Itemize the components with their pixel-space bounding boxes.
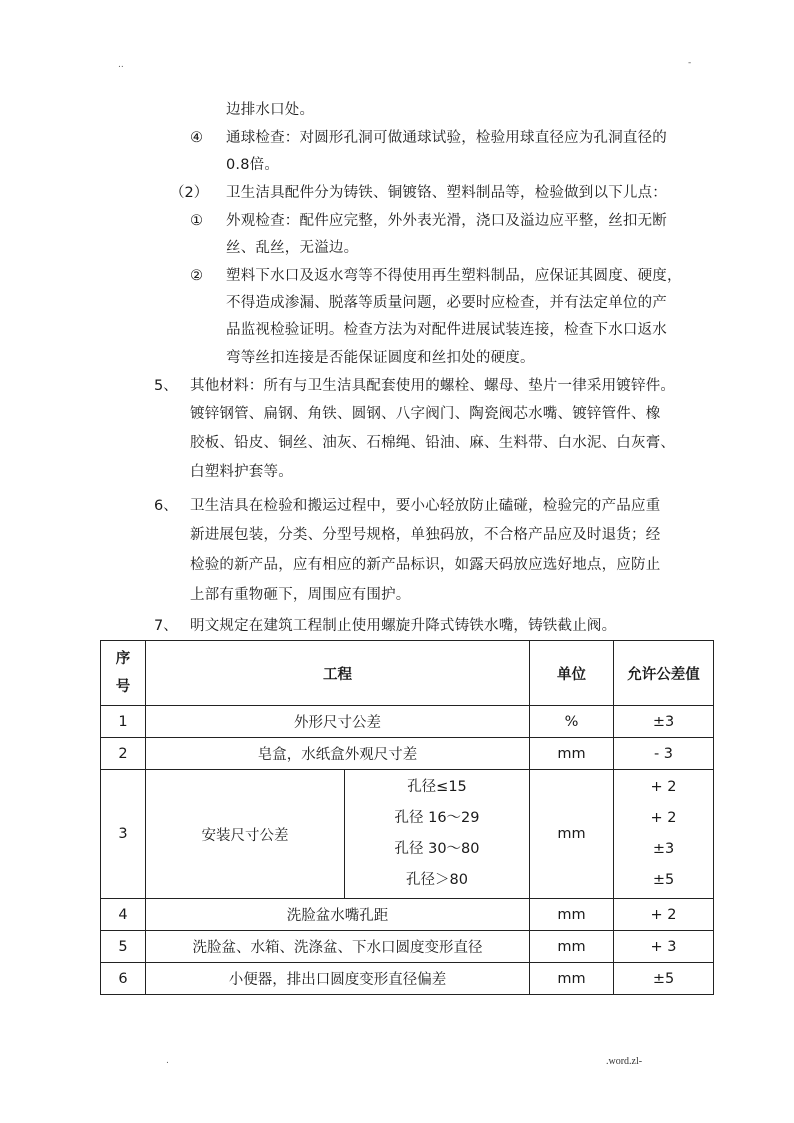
sub-item: 孔径＞80 — [406, 872, 468, 888]
header-left-mark: .. — [118, 60, 124, 70]
row-tolerances — [614, 770, 714, 899]
text-line: 胶板、铅皮、铜丝、油灰、石棉绳、铅油、麻、生料带、白水泥、白灰膏、 — [190, 435, 676, 451]
text-line: 白塑料护套等。 — [190, 464, 293, 480]
row-item: 安装尺寸公差 — [146, 770, 345, 899]
row-tolerance: + 3 — [614, 931, 714, 963]
row-no: 6 — [101, 963, 146, 995]
marker-num-5: 5、 — [154, 378, 178, 394]
text-line: 边排水口处。 — [226, 102, 315, 118]
text-line: 卫生洁具配件分为铸铁、铜镀铬、塑料制品等，检验做到以下儿点： — [226, 185, 667, 201]
text-line: 丝、乱丝，无溢边。 — [226, 240, 359, 256]
row-item: 皂盒，水纸盒外观尺寸差 — [146, 738, 530, 770]
sub-tolerance: ±5 — [652, 872, 675, 888]
header-right-mark: - — [688, 58, 692, 68]
marker-num-6: 6、 — [154, 498, 178, 514]
row-unit: mm — [530, 738, 614, 770]
sub-tolerance: + 2 — [650, 810, 677, 826]
text-line: 卫生洁具在检验和搬运过程中，要小心轻放防止磕碰，检验完的产品应重 — [190, 498, 661, 514]
row-item: 外形尺寸公差 — [146, 706, 530, 738]
row-unit: mm — [530, 899, 614, 931]
row-item: 洗脸盆水嘴孔距 — [146, 899, 530, 931]
marker-circled-2: ② — [190, 268, 203, 284]
row-item: 小便器，排出口圆度变形直径偏差 — [146, 963, 530, 995]
header-seq-a: 序 — [115, 651, 131, 667]
row-tolerance: - 3 — [614, 738, 714, 770]
header-seq — [101, 641, 146, 706]
row-no: 4 — [101, 899, 146, 931]
table-row — [101, 899, 714, 931]
header-item: 工程 — [146, 641, 530, 706]
table-header-row — [101, 641, 714, 706]
text-line: 检验的新产品，应有相应的新产品标识，如露天码放应选好地点，应防止 — [190, 557, 661, 573]
text-line: 通球检查：对圆形孔洞可做通球试验，检验用球直径应为孔洞直径的 — [226, 130, 667, 146]
text-line: 品监视检验证明。检查方法为对配件进展试装连接，检查下水口返水 — [226, 322, 667, 338]
table-row — [101, 931, 714, 963]
sub-item: 孔径≤15 — [407, 779, 467, 795]
row-sub-items — [345, 770, 530, 899]
text-line: 明文规定在建筑工程制止使用螺旋升降式铸铁水嘴，铸铁截止阀。 — [190, 618, 617, 634]
table-row — [101, 738, 714, 770]
sub-item: 孔径 16～29 — [394, 810, 480, 826]
text-line: 塑料下水口及返水弯等不得使用再生塑料制品，应保证其圆度、硬度， — [226, 268, 682, 284]
row-no: 5 — [101, 931, 146, 963]
marker-num-7: 7、 — [154, 618, 178, 634]
text-line: 新进展包装，分类、分型号规格，单独码放，不合格产品应及时退货；经 — [190, 527, 661, 543]
row-unit: mm — [530, 931, 614, 963]
row-no: 2 — [101, 738, 146, 770]
text-line: 上部有重物砸下，周围应有围护。 — [190, 587, 411, 603]
footer-right-text: .word.zl- — [606, 1056, 643, 1067]
marker-circled-1: ① — [190, 213, 203, 229]
row-tolerance: + 2 — [614, 899, 714, 931]
tolerance-table — [100, 640, 714, 995]
header-seq-b: 号 — [115, 679, 131, 695]
sub-item: 孔径 30～80 — [394, 841, 480, 857]
table-row — [101, 963, 714, 995]
row-unit: mm — [530, 770, 614, 899]
row-no: 3 — [101, 770, 146, 899]
text-line: 外观检查：配件应完整，外外表光滑，浇口及溢边应平整，丝扣无断 — [226, 213, 667, 229]
table-row — [101, 706, 714, 738]
text-line: 不得造成渗漏、脱落等质量问题，必要时应检查，并有法定单位的产 — [226, 295, 667, 311]
text-line: 镀锌钢管、扁钢、角铁、圆钢、八字阀门、陶瓷阀芯水嘴、镀锌管件、橡 — [190, 406, 661, 422]
text-line: 弯等丝扣连接是否能保证圆度和丝扣处的硬度。 — [226, 350, 535, 366]
text-line: 0.8倍。 — [226, 157, 280, 173]
table-row — [101, 770, 714, 899]
text-line: 其他材料：所有与卫生洁具配套使用的螺栓、螺母、垫片一律采用镀锌件。 — [190, 378, 676, 394]
footer-left-mark: . — [166, 1056, 169, 1066]
row-tolerance: ±5 — [614, 963, 714, 995]
row-item: 洗脸盆、水箱、洗涤盆、下水口圆度变形直径 — [146, 931, 530, 963]
row-unit: % — [530, 706, 614, 738]
sub-tolerance: ±3 — [652, 841, 675, 857]
row-no: 1 — [101, 706, 146, 738]
row-tolerance: ±3 — [614, 706, 714, 738]
row-unit: mm — [530, 963, 614, 995]
header-unit: 单位 — [530, 641, 614, 706]
sub-tolerance: + 2 — [650, 779, 677, 795]
header-tolerance: 允许公差值 — [614, 641, 714, 706]
marker-circled-4: ④ — [190, 130, 203, 146]
marker-paren-2: （2） — [170, 185, 209, 201]
